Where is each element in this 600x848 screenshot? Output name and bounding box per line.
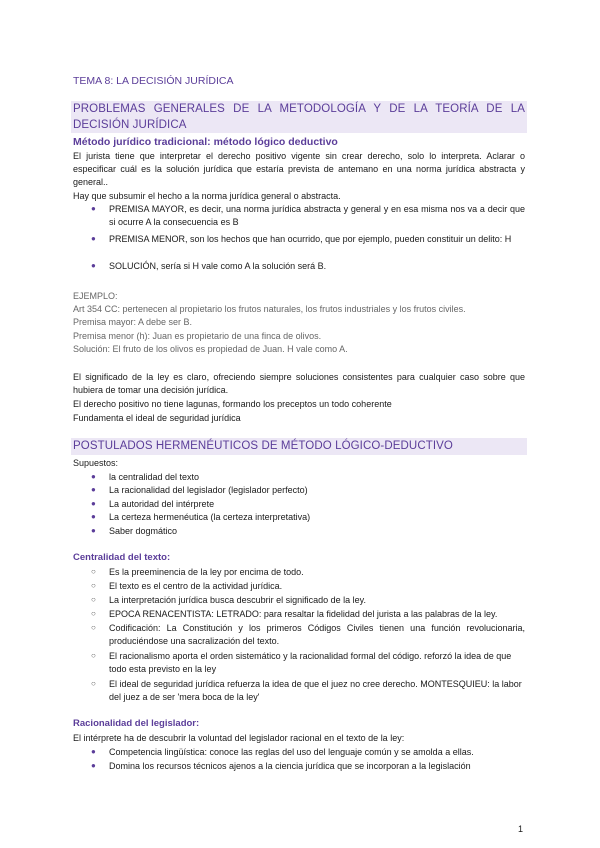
bullet-dot-icon: ● — [91, 761, 96, 770]
bullet-dot-icon: ● — [91, 204, 96, 213]
bullet-dot-icon: ● — [91, 485, 96, 494]
section-heading-metodologia: PROBLEMAS GENERALES DE LA METODOLOGÍA Y DE LA TEORÍA DE LA DECISIÓN JURÍDICA — [73, 103, 525, 131]
example-line: Premisa mayor: A debe ser B. — [73, 317, 193, 327]
list-item: Es la preeminencia de la ley por encima de todo. — [109, 567, 304, 577]
example-line: Premisa menor (h): Juan es propietario de una finca de olivos. — [73, 331, 322, 341]
bullet-dot-icon: ● — [91, 499, 96, 508]
bullet-dot-icon: ● — [91, 472, 96, 481]
bullet-dot-icon: ● — [91, 526, 96, 535]
bullet-dot-icon: ● — [91, 261, 96, 270]
list-item: Competencia lingüística: conoce las reglas del uso del lenguaje común y se amolda a ellas. — [109, 747, 474, 757]
bullet-dot-icon: ● — [91, 234, 96, 243]
list-item: PREMISA MENOR, son los hechos que han ocurrido, que por ejemplo, pueden constituir un delito: H — [109, 234, 512, 244]
supuestos-label: Supuestos: — [73, 458, 119, 468]
list-item: Domina los recursos técnicos ajenos a la ciencia jurídica que se incorporan a la legislación — [109, 761, 471, 771]
example-label: EJEMPLO: — [73, 291, 118, 301]
bullet-dot-icon: ● — [91, 512, 96, 521]
paragraph-jurista: El jurista tiene que interpretar el derecho positivo vigente sin crear derecho, solo lo interpreta. Aclarar o especificar cuál es la solución jurídica que estaría prevista de antemano en una norma jurídica abstracta y general.. — [73, 151, 525, 187]
list-item: La interpretación jurídica busca descubrir el significado de la ley. — [109, 595, 366, 605]
list-item: La certeza hermenéutica (la certeza interpretativa) — [109, 512, 311, 522]
subheading-metodo-tradicional: Método jurídico tradicional: método lógico deductivo — [73, 136, 338, 148]
list-item: Codificación: La Constitución y los primeros Códigos Civiles tienen una función revolucionaria, produciéndose una sacralización del texto. — [109, 623, 525, 646]
example-line: Solución: El fruto de los olivos es propiedad de Juan. H vale como A. — [73, 344, 348, 354]
list-item: EPOCA RENACENTISTA: LETRADO: para resaltar la fidelidad del jurista a las palabras de la ley. — [109, 609, 498, 619]
paragraph-lagunas: El derecho positivo no tiene lagunas, formando los preceptos un todo coherente — [73, 399, 392, 409]
page-number: 1 — [518, 824, 524, 834]
paragraph-seguridad: Fundamenta el ideal de seguridad jurídica — [73, 413, 241, 423]
bullet-dot-icon: ● — [91, 747, 96, 756]
circle-bullet-icon: ○ — [91, 651, 96, 660]
list-item: SOLUCIÓN, sería si H vale como A la solución será B. — [109, 261, 327, 271]
list-item: PREMISA MAYOR, es decir, una norma jurídica abstracta y general y en esa misma nos va a decir que si ocurre A la consecuencia es B — [109, 204, 525, 227]
circle-bullet-icon: ○ — [91, 581, 96, 590]
paragraph-significado: El significado de la ley es claro, ofreciendo siempre soluciones consistentes para cualquier caso sobre que hubiera de tomar una decisión jurídica. — [73, 372, 525, 395]
heading-centralidad: Centralidad del texto: — [73, 552, 171, 563]
circle-bullet-icon: ○ — [91, 679, 96, 688]
list-item: El racionalismo aporta el orden sistemático y la racionalidad formal del código. reforzó la idea de que todo esta previsto en la ley — [109, 651, 512, 674]
paragraph-interprete: El intérprete ha de descubrir la voluntad del legislador racional en el texto de la ley: — [73, 733, 405, 743]
list-item: La autoridad del intérprete — [109, 499, 215, 509]
circle-bullet-icon: ○ — [91, 609, 96, 618]
paragraph-subsumir: Hay que subsumir el hecho a la norma jurídica general o abstracta. — [73, 191, 341, 201]
list-item: Saber dogmático — [109, 526, 178, 536]
circle-bullet-icon: ○ — [91, 567, 96, 576]
list-item: El ideal de seguridad jurídica refuerza la idea de que el juez no cree derecho. MONTESQUIEU: la labor del juez a de ser 'mera boca de la ley' — [109, 679, 522, 702]
list-item: la centralidad del texto — [109, 472, 200, 482]
heading-racionalidad: Racionalidad del legislador: — [73, 718, 200, 729]
circle-bullet-icon: ○ — [91, 595, 96, 604]
circle-bullet-icon: ○ — [91, 623, 96, 632]
list-item: La racionalidad del legislador (legislador perfecto) — [109, 485, 308, 495]
section-heading-postulados: POSTULADOS HERMENÉUTICOS DE MÉTODO LÓGICO-DEDUCTIVO — [73, 440, 453, 452]
list-item: El texto es el centro de la actividad jurídica. — [109, 581, 283, 591]
example-line: Art 354 CC: pertenecen al propietario los frutos naturales, los frutos industriales y los frutos civiles. — [73, 304, 466, 314]
document-title: TEMA 8: LA DECISIÓN JURÍDICA — [73, 75, 234, 87]
